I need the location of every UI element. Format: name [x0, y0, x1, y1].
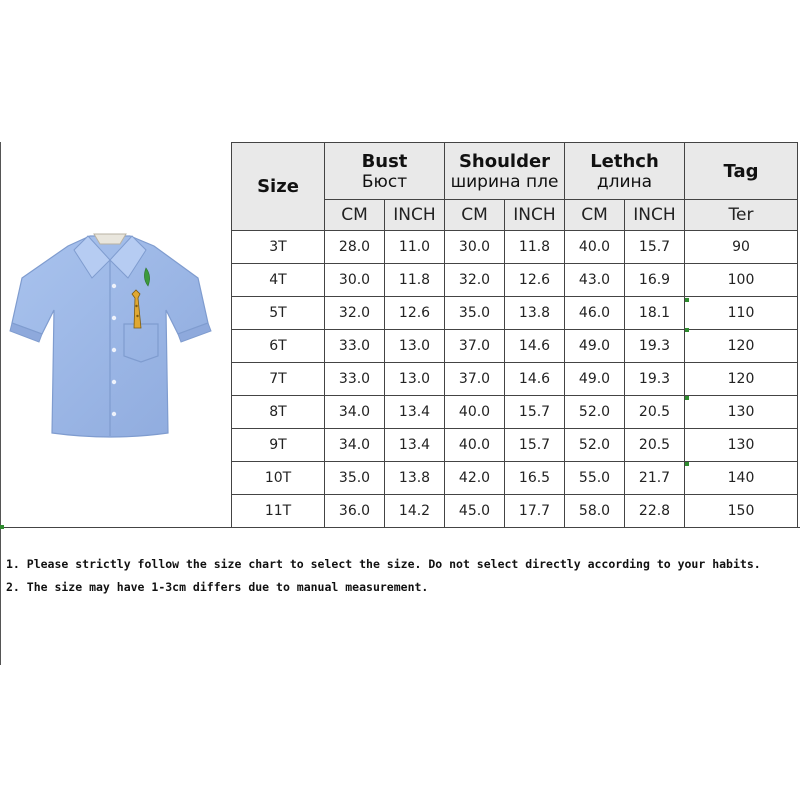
table-cell: 15.7: [505, 429, 565, 462]
table-cell: 46.0: [565, 297, 625, 330]
table-cell: 33.0: [325, 363, 385, 396]
unit-header: CM: [445, 200, 505, 231]
table-cell: 32.0: [325, 297, 385, 330]
table-cell: 49.0: [565, 363, 625, 396]
table-cell: 120: [685, 363, 798, 396]
table-cell: 35.0: [445, 297, 505, 330]
table-row: [232, 429, 798, 462]
table-cell: 21.7: [625, 462, 685, 495]
table-row: [232, 363, 798, 396]
green-marker: [685, 462, 689, 466]
note-line: 1. Please strictly follow the size chart to select the size. Do not select directly according to your habits.: [6, 557, 761, 571]
table-cell: 130: [685, 396, 798, 429]
table-cell: 13.0: [385, 330, 445, 363]
table-cell: 15.7: [505, 396, 565, 429]
table-cell: 40.0: [445, 396, 505, 429]
size-chart-table: [231, 142, 798, 528]
tag-header: Tag: [685, 143, 798, 200]
table-cell: 16.5: [505, 462, 565, 495]
note-line: 2. The size may have 1-3cm differs due to manual measurement.: [6, 580, 429, 594]
table-cell: 14.6: [505, 363, 565, 396]
green-marker: [685, 298, 689, 302]
unit-header: INCH: [385, 200, 445, 231]
table-cell: 34.0: [325, 396, 385, 429]
table-cell: 14.6: [505, 330, 565, 363]
table-cell: 20.5: [625, 429, 685, 462]
notes-section: [6, 553, 786, 599]
unit-header: CM: [565, 200, 625, 231]
table-row: [232, 396, 798, 429]
green-marker: [685, 328, 689, 332]
table-cell: 11.0: [385, 231, 445, 264]
green-marker: [0, 525, 4, 529]
size-cell: 11T: [232, 495, 325, 528]
table-cell: 13.4: [385, 396, 445, 429]
table-cell: 140: [685, 462, 798, 495]
table-cell: 130: [685, 429, 798, 462]
table-cell: 11.8: [505, 231, 565, 264]
size-cell: 10T: [232, 462, 325, 495]
table-cell: 34.0: [325, 429, 385, 462]
table-cell: 13.8: [505, 297, 565, 330]
tag-ru-header: Ter: [685, 200, 798, 231]
table-cell: 58.0: [565, 495, 625, 528]
table-cell: 30.0: [325, 264, 385, 297]
table-cell: 13.8: [385, 462, 445, 495]
table-cell: 15.7: [625, 231, 685, 264]
size-cell: 6T: [232, 330, 325, 363]
table-cell: 52.0: [565, 429, 625, 462]
table-cell: 40.0: [445, 429, 505, 462]
unit-header: INCH: [505, 200, 565, 231]
table-cell: 20.5: [625, 396, 685, 429]
table-cell: 49.0: [565, 330, 625, 363]
table-row: [232, 330, 798, 363]
table-cell: 37.0: [445, 330, 505, 363]
table-row: [232, 264, 798, 297]
table-cell: 14.2: [385, 495, 445, 528]
table-cell: 43.0: [565, 264, 625, 297]
table-cell: 42.0: [445, 462, 505, 495]
size-cell: 3T: [232, 231, 325, 264]
table-cell: 30.0: [445, 231, 505, 264]
size-cell: 9T: [232, 429, 325, 462]
size-header: Size: [232, 143, 325, 231]
length-header: Lethch длина: [565, 143, 685, 200]
size-cell: 8T: [232, 396, 325, 429]
table-row: [232, 462, 798, 495]
table-cell: 33.0: [325, 330, 385, 363]
table-cell: 120: [685, 330, 798, 363]
table-cell: 19.3: [625, 330, 685, 363]
unit-header: CM: [325, 200, 385, 231]
table-cell: 12.6: [505, 264, 565, 297]
table-cell: 36.0: [325, 495, 385, 528]
table-cell: 11.8: [385, 264, 445, 297]
table-cell: 13.4: [385, 429, 445, 462]
unit-header: INCH: [625, 200, 685, 231]
table-row: [232, 231, 798, 264]
table-row: [232, 495, 798, 528]
shoulder-header: Shoulder ширина пле: [445, 143, 565, 200]
size-cell: 4T: [232, 264, 325, 297]
table-cell: 28.0: [325, 231, 385, 264]
table-cell: 100: [685, 264, 798, 297]
green-marker: [685, 396, 689, 400]
table-cell: 12.6: [385, 297, 445, 330]
table-cell: 37.0: [445, 363, 505, 396]
table-row: [232, 297, 798, 330]
bust-header: Bust Бюст: [325, 143, 445, 200]
table-cell: 16.9: [625, 264, 685, 297]
table-cell: 35.0: [325, 462, 385, 495]
table-cell: 110: [685, 297, 798, 330]
table-cell: 55.0: [565, 462, 625, 495]
table-cell: 19.3: [625, 363, 685, 396]
table-cell: 52.0: [565, 396, 625, 429]
size-cell: 5T: [232, 297, 325, 330]
table-cell: 18.1: [625, 297, 685, 330]
header-row-main: [232, 143, 798, 200]
table-cell: 40.0: [565, 231, 625, 264]
size-cell: 7T: [232, 363, 325, 396]
frame-left-border: [0, 142, 1, 665]
table-cell: 45.0: [445, 495, 505, 528]
table-cell: 150: [685, 495, 798, 528]
shirt-image: [8, 228, 213, 443]
table-cell: 13.0: [385, 363, 445, 396]
table-cell: 17.7: [505, 495, 565, 528]
table-cell: 22.8: [625, 495, 685, 528]
table-cell: 90: [685, 231, 798, 264]
table-cell: 32.0: [445, 264, 505, 297]
